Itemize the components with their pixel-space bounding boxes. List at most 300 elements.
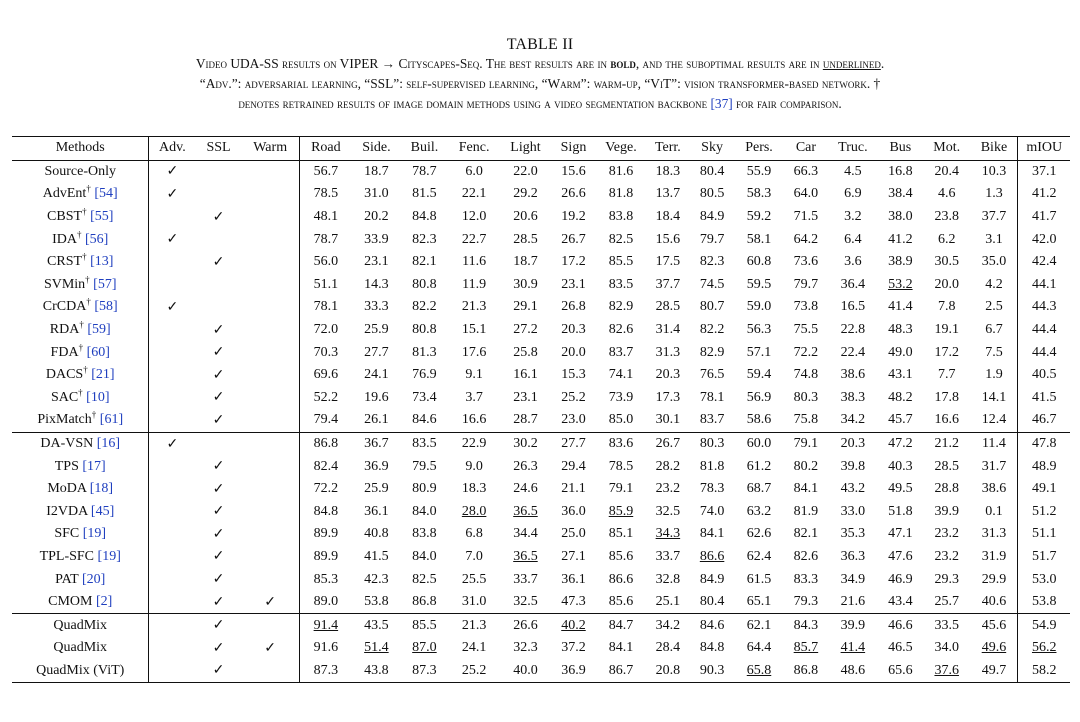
value-cell: 64.4 [746,640,772,656]
value-cell: 69.6 [313,367,339,383]
method-name-cell [12,364,149,387]
adv-flag-cell [149,206,195,229]
value-cell: 38.6 [970,478,1017,501]
value-cell: 85.5 [608,254,634,270]
value-cell: 74.1 [608,367,634,383]
check-mark-icon: ✓ [166,164,179,180]
value-cell: 7.7 [937,367,956,383]
method-name: I2VDA [46,503,88,519]
value-cell: 17.2 [561,254,586,270]
method-name-cell [12,387,149,410]
value-cell: 82.4 [313,458,339,474]
value-cell: 81.3 [412,344,437,360]
value-cell: 80.4 [699,163,725,179]
caption-line-3-end: for fair comparison. [732,96,842,111]
value-cell: 42.3 [364,571,389,587]
value-cell: 84.9 [699,209,725,225]
value-cell: 26.3 [513,458,538,474]
miou-cell: 51.7 [1031,548,1057,564]
value-cell: 79.1 [793,436,819,452]
ssl-flag-cell [195,206,241,229]
value-cell: 80.7 [699,299,725,315]
citation-link[interactable]: [2] [95,594,113,610]
header-row [12,137,1070,161]
value-cell: 85.6 [596,591,646,614]
adv-flag-cell [149,568,195,591]
adv-flag-cell [149,160,195,183]
value-cell: 43.1 [888,367,913,383]
value-cell: 74.8 [793,367,819,383]
check-mark-icon: ✓ [212,209,225,225]
table-row [12,660,1070,683]
value-cell: 26.6 [561,186,586,202]
value-cell: 37.7 [655,276,681,292]
value-cell: 6.4 [844,231,862,247]
miou-cell: 44.4 [1031,344,1057,360]
value-cell: 28.5 [655,299,681,315]
value-cell: 27.1 [561,548,586,564]
value-cell: 84.8 [699,640,725,656]
adv-flag-cell [149,341,195,364]
miou-cell: 51.1 [1031,526,1057,542]
value-cell: 72.2 [793,344,819,360]
citation-link[interactable]: [21] [91,367,115,383]
value-cell: 15.6 [655,231,681,247]
citation-link[interactable]: [45] [90,503,115,519]
method-name-cell [12,660,149,683]
citation-link[interactable]: [20] [81,571,106,587]
value-cell: 80.4 [690,591,734,614]
adv-flag-cell [149,364,195,387]
citation-link[interactable]: [57] [93,276,117,292]
value-cell: 82.6 [793,548,819,564]
citation-link[interactable]: [18] [89,481,114,497]
citation-link[interactable]: [61] [99,412,124,428]
value-cell: 23.2 [934,526,959,542]
table-row [12,183,1070,206]
table-row [12,296,1070,319]
miou-cell: 49.1 [1031,481,1057,497]
table-row [12,364,1070,387]
quadmix-group [12,614,1070,683]
value-cell: 49.6 [970,637,1017,660]
value-cell: 86.7 [596,660,646,683]
value-cell: 86.8 [784,660,828,683]
value-cell: 49.0 [888,344,913,360]
table-row [12,409,1070,432]
method-name: CBST [47,209,83,225]
value-cell: 27.7 [364,344,389,360]
value-cell: 30.1 [646,409,690,432]
citation-link[interactable]: [10] [86,389,110,405]
check-mark-icon: ✓ [212,549,225,565]
method-name-cell [12,409,149,432]
check-mark-icon: ✓ [212,390,225,406]
warm-flag-cell [242,568,299,591]
value-cell: 32.5 [500,591,551,614]
value-cell: 62.6 [746,526,772,542]
value-cell: 34.9 [840,571,866,587]
value-cell: 17.8 [934,389,959,405]
dagger-mark: † [86,296,91,307]
adv-flag-cell [149,523,195,546]
value-cell: 26.7 [655,436,681,452]
value-cell: 16.6 [923,409,970,432]
value-cell: 80.3 [793,389,819,405]
citation-link[interactable]: [54] [94,186,118,202]
value-cell: 63.2 [746,503,772,519]
value-cell: 0.1 [970,501,1017,524]
value-cell: 21.3 [461,299,487,315]
value-cell: 82.2 [699,322,725,338]
value-cell: 62.4 [746,548,772,564]
citation-link[interactable]: [13] [90,254,114,270]
citation-link[interactable]: [19] [97,548,121,564]
value-cell: 81.5 [412,186,437,202]
value-cell: 31.3 [970,523,1017,546]
adv-flag-cell [149,637,195,660]
value-cell: 9.0 [465,458,483,474]
value-cell: 33.7 [513,571,538,587]
value-cell: 32.3 [513,640,538,656]
method-name: SVMin [43,276,86,292]
warm-flag-cell [242,660,299,683]
value-cell: 84.1 [608,640,634,656]
ssl-flag-cell [195,160,241,183]
value-cell: 33.0 [840,503,866,519]
value-cell: 80.2 [793,458,819,474]
value-cell: 23.2 [655,481,681,497]
value-cell: 9.1 [465,367,483,383]
caption-line-3 [10,94,1070,114]
value-cell: 85.1 [608,526,634,542]
value-cell: 25.2 [561,389,586,405]
value-cell: 84.7 [608,617,634,633]
warm-flag-cell [242,319,299,342]
value-cell: 25.9 [364,481,389,497]
value-cell: 59.0 [746,299,772,315]
value-cell: 25.1 [646,591,690,614]
ssl-flag-cell [195,614,241,637]
value-cell: 11.6 [462,254,487,270]
method-name-cell [12,341,149,364]
warm-flag-cell [242,478,299,501]
method-name: CrCDA [42,299,87,315]
value-cell: 28.5 [934,458,959,474]
miou-cell: 42.4 [1031,254,1057,270]
value-cell: 19.1 [934,322,959,338]
value-cell: 20.0 [561,344,586,360]
value-cell: 75.5 [793,322,819,338]
value-cell: 66.3 [793,163,819,179]
adv-flag-cell [149,387,195,410]
check-mark-icon: ✓ [212,322,225,338]
value-cell: 16.5 [840,299,866,315]
value-cell: 20.3 [655,367,681,383]
value-cell: 7.8 [937,299,956,315]
value-cell: 51.8 [888,503,913,519]
dagger-mark: † [91,409,97,420]
caption-line-3-prefix: denotes retrained results of image domain methods using a video segmentation backbone [238,96,711,111]
value-cell: 48.3 [888,322,913,338]
check-mark-icon: ✓ [212,504,225,520]
value-cell: 90.3 [690,660,734,683]
value-cell: 79.1 [608,481,634,497]
value-cell: 29.4 [561,458,586,474]
value-cell: 82.5 [412,571,437,587]
check-mark-icon: ✓ [264,594,277,610]
value-cell: 83.6 [608,436,634,452]
table-row [12,478,1070,501]
method-name-cell [12,614,149,637]
value-cell: 43.8 [352,660,401,683]
check-mark-icon: ✓ [212,481,225,497]
value-cell: 73.9 [608,389,634,405]
method-name-cell [12,432,149,455]
value-cell: 84.6 [699,617,725,633]
value-cell: 43.5 [364,617,389,633]
column-header: Bus [878,137,923,161]
value-cell: 80.8 [412,322,437,338]
warm-flag-cell [242,364,299,387]
value-cell: 31.7 [970,455,1017,478]
value-cell: 79.7 [699,231,725,247]
citation-link[interactable]: [59] [87,322,111,338]
method-name-cell [12,296,149,319]
value-cell: 26.1 [352,409,401,432]
citation-link[interactable]: [60] [86,344,110,360]
value-cell: 6.0 [465,163,483,179]
adv-flag-cell [149,296,195,319]
citation-link[interactable]: [16] [96,436,121,452]
value-cell: 84.1 [699,526,725,542]
method-name: AdvEnt [42,186,87,202]
value-cell: 79.5 [412,458,437,474]
value-cell: 30.5 [934,254,959,270]
value-cell: 17.3 [655,389,681,405]
value-cell: 24.6 [513,481,538,497]
check-mark-icon: ✓ [212,459,225,475]
caption-reference-link[interactable]: [37] [710,96,733,111]
method-name-cell [12,160,149,183]
method-name: SFC [54,526,80,542]
value-cell: 56.9 [746,389,772,405]
method-name-cell [12,251,149,274]
value-cell: 86.8 [401,591,448,614]
value-cell: 23.1 [561,276,586,292]
ssl-flag-cell [195,455,241,478]
miou-cell: 44.3 [1031,299,1057,315]
value-cell: 33.9 [364,231,389,247]
ssl-flag-cell [195,637,241,660]
method-name-cell [12,455,149,478]
dagger-mark: † [78,341,84,352]
warm-flag-cell [242,387,299,410]
value-cell: 11.9 [462,276,487,292]
value-cell: 48.2 [888,389,913,405]
value-cell: 71.5 [793,209,819,225]
column-header: Truc. [828,137,878,161]
value-cell: 28.4 [655,640,681,656]
miou-cell: 53.0 [1031,571,1057,587]
citation-link[interactable]: [19] [82,526,107,542]
adv-flag-cell [149,591,195,614]
ssl-flag-cell [195,478,241,501]
value-cell: 81.8 [608,186,634,202]
table-row [12,614,1070,637]
value-cell: 22.9 [461,436,487,452]
column-header: Pers. [734,137,784,161]
column-header: Mot. [923,137,970,161]
method-name: RDA [49,322,80,338]
value-cell: 65.1 [734,591,784,614]
value-cell: 33.3 [364,299,389,315]
value-cell: 32.8 [655,571,681,587]
warm-flag-cell [242,455,299,478]
table-label: TABLE II [506,36,574,53]
value-cell: 29.2 [513,186,538,202]
ssl-flag-cell [195,568,241,591]
value-cell: 83.8 [412,526,437,542]
value-cell: 38.6 [840,367,866,383]
value-cell: 87.3 [401,660,448,683]
value-cell: 23.1 [364,254,389,270]
value-cell: 1.3 [970,183,1017,206]
citation-link[interactable]: [58] [94,299,118,315]
value-cell: 26.8 [561,299,586,315]
value-cell: 79.4 [299,409,352,432]
value-cell: 38.3 [840,389,866,405]
value-cell: 25.5 [461,571,487,587]
value-cell: 51.1 [313,276,339,292]
check-mark-icon: ✓ [212,663,225,679]
value-cell: 47.2 [888,436,913,452]
value-cell: 82.5 [608,231,634,247]
adv-flag-cell [149,478,195,501]
value-cell: 22.7 [461,231,487,247]
value-cell: 37.2 [561,640,586,656]
miou-cell: 53.8 [1018,591,1070,614]
check-mark-icon: ✓ [212,254,225,270]
value-cell: 33.7 [655,548,681,564]
method-name: SAC [50,389,79,405]
method-name: QuadMix [53,617,108,633]
value-cell: 43.4 [878,591,923,614]
adv-flag-cell [149,501,195,524]
value-cell: 34.4 [513,526,538,542]
table-row [12,523,1070,546]
ssl-flag-cell [195,591,241,614]
value-cell: 34.2 [655,617,681,633]
method-name-cell [12,274,149,297]
value-cell: 41.5 [364,548,389,564]
table-row [12,387,1070,410]
value-cell: 37.7 [970,206,1017,229]
column-header: Vege. [596,137,646,161]
value-cell: 16.8 [888,163,913,179]
warm-flag-cell [242,183,299,206]
value-cell: 73.8 [793,299,819,315]
method-name: PAT [55,571,79,587]
value-cell: 20.2 [364,209,389,225]
value-cell: 22.1 [461,186,487,202]
miou-cell: 56.2 [1031,640,1057,656]
method-name: CMOM [48,594,93,610]
check-mark-icon: ✓ [264,640,277,656]
value-cell: 28.0 [461,503,487,519]
warm-flag-cell [242,274,299,297]
value-cell: 81.9 [793,503,819,519]
value-cell: 22.0 [513,163,538,179]
value-cell: 49.5 [888,481,913,497]
value-cell: 6.2 [937,231,956,247]
value-cell: 89.9 [313,526,339,542]
value-cell: 48.1 [313,209,339,225]
value-cell: 91.6 [313,640,339,656]
citation-link[interactable]: [17] [82,458,106,474]
table-row [12,228,1070,251]
value-cell: 57.1 [746,344,772,360]
value-cell: 49.7 [970,660,1017,683]
value-cell: 28.2 [655,458,681,474]
value-cell: 22.4 [840,344,866,360]
value-cell: 33.5 [934,617,959,633]
warm-flag-cell [242,206,299,229]
ssl-flag-cell [195,660,241,683]
value-cell: 56.3 [746,322,772,338]
citation-link[interactable]: [55] [90,209,114,225]
value-cell: 26.7 [561,231,586,247]
method-name: DACS [45,367,84,383]
table-row [12,455,1070,478]
ssl-flag-cell [195,341,241,364]
method-name-cell [12,183,149,206]
value-cell: 68.7 [746,481,772,497]
value-cell: 36.7 [364,436,389,452]
ssl-flag-cell [195,296,241,319]
value-cell: 58.6 [734,409,784,432]
value-cell: 79.3 [784,591,828,614]
value-cell: 83.3 [793,571,819,587]
value-cell: 62.1 [746,617,772,633]
check-mark-icon: ✓ [212,594,225,610]
value-cell: 74.0 [699,503,725,519]
value-cell: 45.6 [970,614,1017,637]
table-row [12,206,1070,229]
value-cell: 78.7 [412,163,437,179]
value-cell: 64.0 [793,186,819,202]
value-cell: 58.3 [746,186,772,202]
value-cell: 6.9 [844,186,862,202]
citation-link[interactable]: [56] [85,231,109,247]
value-cell: 20.8 [646,660,690,683]
miou-cell: 46.7 [1018,409,1070,432]
value-cell: 47.3 [551,591,596,614]
value-cell: 38.4 [888,186,913,202]
value-cell: 78.3 [699,481,725,497]
value-cell: 1.9 [970,364,1017,387]
value-cell: 23.1 [513,389,538,405]
value-cell: 32.5 [655,503,681,519]
value-cell: 89.0 [299,591,352,614]
check-mark-icon: ✓ [166,186,179,202]
caption-bold-word: bold [610,56,636,71]
method-name-cell [12,568,149,591]
value-cell: 18.7 [364,163,389,179]
value-cell: 22.8 [840,322,866,338]
ssl-flag-cell [195,183,241,206]
value-cell: 29.1 [513,299,538,315]
